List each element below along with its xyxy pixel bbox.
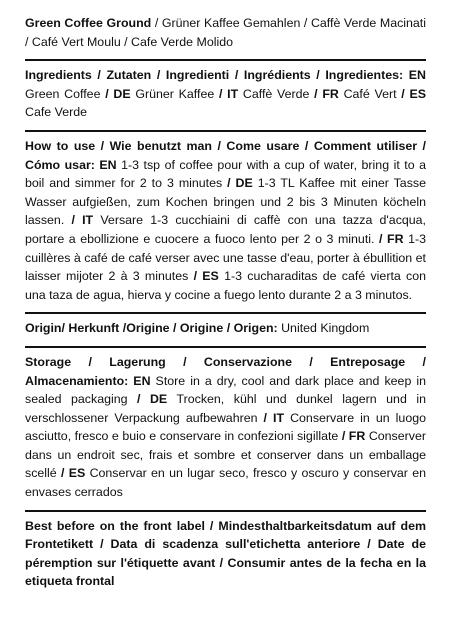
origin-section <box>25 312 426 346</box>
how-to-use-en: 1-3 tsp of coffee pour with a cup of water, bring it to a boil and simmer for 2 to 3 minutes <box>25 157 427 191</box>
how-to-use-de-marker: / DE <box>227 176 253 191</box>
how-to-use-fr: 1-3 cuillères à café de café verser avec une tasse d'eau, porter à ébullition et laisser mijoter 2 à 3 minutes <box>25 231 426 284</box>
how-to-use-it: Versare 1-3 cucchiaini di caffè con una tazza d'acqua, portare a ebollizione e cuocere a fuoco lento per 2 o 3 minuti. <box>25 213 427 246</box>
origin-value: United Kingdom <box>277 321 370 336</box>
ingredients-it: Caffè Verde <box>238 86 315 101</box>
best-before-section <box>25 510 426 599</box>
storage-fr-marker: / FR <box>341 429 366 444</box>
product-name-bold: Green Coffee Ground <box>25 16 152 30</box>
origin-heading: Origin/ Herkunft /Origine / Origine / Origen: <box>25 321 278 336</box>
how-to-use-es: 1-3 cucharaditas de café vierta con una taza de agua, hierva y cocine a fuego lento durante 2 a 3 minutos. <box>25 269 427 302</box>
ingredients-section <box>25 59 426 130</box>
product-name-section <box>25 14 426 59</box>
ingredients-de: Grüner Kaffee <box>130 86 219 101</box>
how-to-use-heading: How to use / Wie benutzt man / Come usare / Comment utiliser / Cómo usar: EN <box>25 138 426 172</box>
storage-es: Conservar en un lugar seco, fresco y oscuro y conservar en envases cerrados <box>25 466 426 500</box>
storage-en: Store in a dry, cool and dark place and keep in sealed packaging <box>25 373 427 407</box>
how-to-use-it-marker: / IT <box>71 213 94 228</box>
best-before-text: Best before on the front label / Mindesthaltbarkeitsdatum auf dem Frontetikett / Data di scadenza sull'etichetta anteriore / Date de péremption sur l'étiquette avant / Consumir antes de la fecha en la etiqueta frontal <box>25 518 426 589</box>
how-to-use-fr-marker: / FR <box>379 231 404 246</box>
storage-heading: Storage / Lagerung / Conservazione / Entreposage / Almacenamiento: EN <box>25 354 426 388</box>
storage-de: Trocken, kühl und dunkel lagern und in verschlossener Verpackung aufbewahren <box>25 392 426 425</box>
storage-de-marker: / DE <box>137 392 168 407</box>
ingredients-es-marker: / ES <box>401 86 426 101</box>
storage-it-marker: / IT <box>263 410 285 425</box>
storage-section <box>25 346 426 510</box>
how-to-use-section <box>25 130 426 312</box>
storage-fr: Conserver dans un endroit sec, frais et sombre et conserver dans un emballage scellé <box>25 429 426 481</box>
ingredients-de-marker: / DE <box>105 86 131 101</box>
ingredients-fr: Café Vert <box>338 86 402 101</box>
storage-es-marker: / ES <box>60 466 86 481</box>
ingredients-en: Green Coffee <box>25 86 106 101</box>
ingredients-fr-marker: / FR <box>314 86 339 101</box>
product-name-translations: / Grüner Kaffee Gemahlen / Caffè Verde Macinati / Café Vert Moulu / Cafe Verde Molido <box>25 16 427 49</box>
how-to-use-de: 1-3 TL Kaffee mit einer Tasse Wasser aufgießen, zum Kochen bringen und 2 bis 3 Minuten köcheln lassen. <box>25 176 426 228</box>
ingredients-it-marker: / IT <box>218 86 239 101</box>
ingredients-heading: Ingredients / Zutaten / Ingredienti / Ingrédients / Ingredientes: EN <box>25 68 426 83</box>
ingredients-es: Cafe Verde <box>25 105 87 120</box>
storage-it: Conservare in un luogo asciutto, fresco e buio e conservare in confezioni sigillate <box>25 410 426 444</box>
how-to-use-es-marker: / ES <box>193 269 219 284</box>
